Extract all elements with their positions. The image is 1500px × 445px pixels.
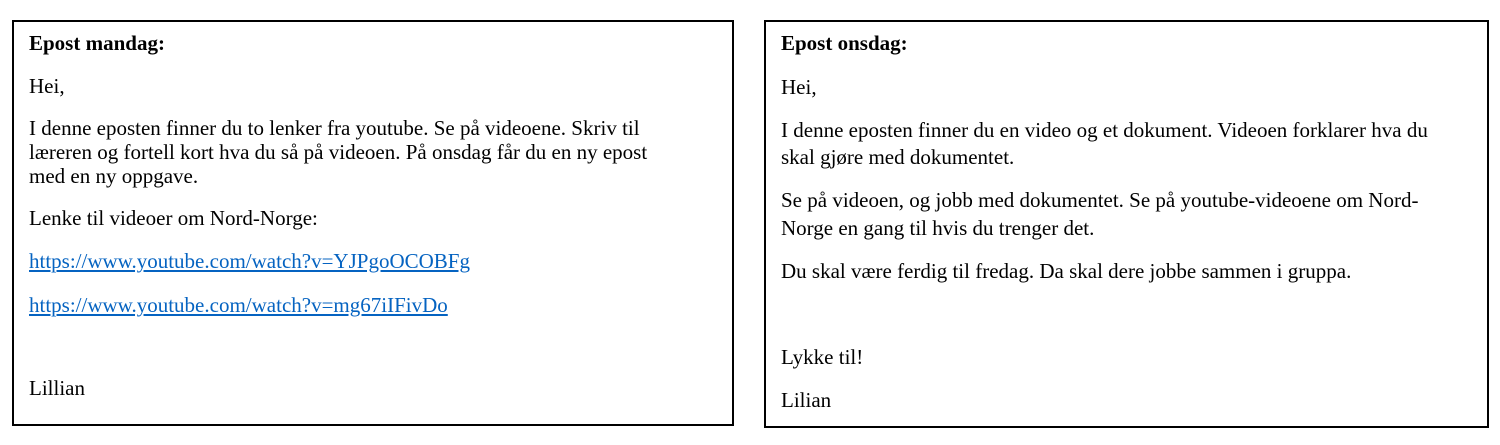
email-box-monday — [12, 20, 734, 426]
email-body-line: I denne eposten finner du en video og et dokument. Videoen forklarer hva du — [781, 118, 1428, 142]
youtube-link-1[interactable]: https://www.youtube.com/watch?v=YJPgoOCOBFg — [29, 249, 470, 273]
email-body-line: I denne eposten finner du to lenker fra youtube. Se på videoene. Skriv til — [29, 116, 640, 140]
email-body-line: med en ny oppgave. — [29, 164, 199, 188]
email-closing: Lykke til! — [781, 345, 864, 369]
email-body-line: skal gjøre med dokumentet. — [781, 145, 1015, 169]
youtube-link-2[interactable]: https://www.youtube.com/watch?v=mg67iIFivDo — [29, 293, 448, 317]
email-greeting: Hei, — [781, 75, 817, 99]
links-label: Lenke til videoer om Nord-Norge: — [29, 206, 318, 230]
email-title: Epost mandag: — [29, 31, 165, 55]
email-title: Epost onsdag: — [781, 31, 908, 55]
email-body-line: læreren og fortell kort hva du så på videoen. På onsdag får du en ny epost — [29, 140, 648, 164]
email-body-line: Du skal være ferdig til fredag. Da skal dere jobbe sammen i gruppa. — [781, 259, 1352, 283]
email-body-line: Norge en gang til hvis du trenger det. — [781, 216, 1095, 240]
email-greeting: Hei, — [29, 74, 65, 98]
email-body-line: Se på videoen, og jobb med dokumentet. Se på youtube-videoene om Nord- — [781, 188, 1419, 212]
email-signature: Lillian — [29, 376, 85, 400]
email-signature: Lilian — [781, 388, 832, 412]
email-box-wednesday — [764, 20, 1489, 428]
